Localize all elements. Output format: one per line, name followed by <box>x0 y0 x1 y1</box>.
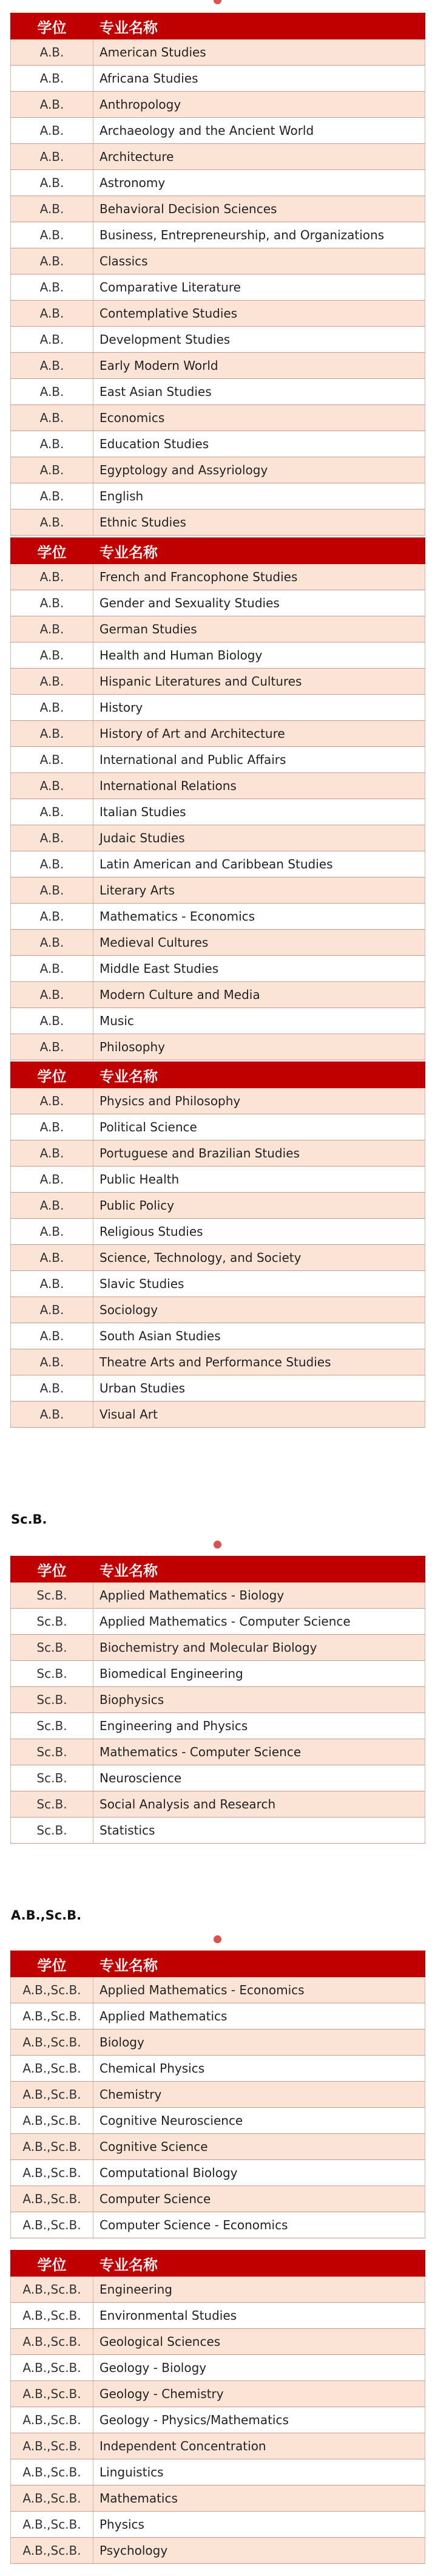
major-name-cell: International and Public Affairs <box>93 747 425 773</box>
table-row <box>11 747 425 773</box>
table-row <box>11 2512 425 2538</box>
major-column-header: 专业名称 <box>93 13 425 39</box>
degree-cell: A.B.,Sc.B. <box>11 2459 93 2486</box>
degree-cell: A.B. <box>11 170 93 196</box>
degree-cell: Sc.B. <box>11 1765 93 1791</box>
table-row <box>11 2381 425 2407</box>
major-name-cell: Theatre Arts and Performance Studies <box>93 1349 425 1375</box>
major-name-cell: Africana Studies <box>93 66 425 92</box>
major-name-cell: Statistics <box>93 1818 425 1844</box>
major-name-cell: American Studies <box>93 39 425 66</box>
table-row <box>11 1713 425 1739</box>
table-row <box>11 2277 425 2303</box>
degree-cell: Sc.B. <box>11 1687 93 1713</box>
degree-column-header: 学位 <box>11 538 93 564</box>
table-row <box>11 590 425 616</box>
major-name-cell: Modern Culture and Media <box>93 982 425 1008</box>
table-row <box>11 930 425 956</box>
degree-cell: A.B. <box>11 457 93 483</box>
major-name-cell: Chemical Physics <box>93 2056 425 2082</box>
degree-cell: A.B. <box>11 825 93 851</box>
table-row <box>11 1375 425 1402</box>
major-name-cell: Computational Biology <box>93 2160 425 2186</box>
degree-cell: A.B. <box>11 1271 93 1297</box>
table-row <box>11 379 425 405</box>
major-name-cell: Judaic Studies <box>93 825 425 851</box>
major-name-cell: Science, Technology, and Society <box>93 1245 425 1271</box>
degree-cell: A.B.,Sc.B. <box>11 2029 93 2056</box>
degree-column-header: 学位 <box>11 1556 93 1583</box>
degree-cell: A.B. <box>11 1140 93 1167</box>
table-row <box>11 483 425 509</box>
major-name-cell: Behavioral Decision Sciences <box>93 196 425 222</box>
major-name-cell: Engineering <box>93 2277 425 2303</box>
table-row <box>11 301 425 327</box>
table-row <box>11 1977 425 2003</box>
major-name-cell: Medieval Cultures <box>93 930 425 956</box>
table-row <box>11 1687 425 1713</box>
table-row <box>11 2459 425 2486</box>
degree-cell: A.B. <box>11 930 93 956</box>
table-row <box>11 405 425 431</box>
major-name-cell: Education Studies <box>93 431 425 457</box>
table-row <box>11 2355 425 2381</box>
degree-cell: A.B. <box>11 196 93 222</box>
degree-cell: A.B. <box>11 222 93 248</box>
degree-cell: A.B. <box>11 904 93 930</box>
major-name-cell: Latin American and Caribbean Studies <box>93 851 425 877</box>
degree-cell: Sc.B. <box>11 1818 93 1844</box>
major-name-cell: Cognitive Neuroscience <box>93 2108 425 2134</box>
table-row <box>11 1609 425 1635</box>
major-column-header: 专业名称 <box>93 1951 425 1977</box>
major-name-cell: Applied Mathematics - Economics <box>93 1977 425 2003</box>
degree-cell: A.B. <box>11 1008 93 1034</box>
major-name-cell: Social Analysis and Research <box>93 1791 425 1818</box>
majors-table-ab-3 <box>10 1061 425 1428</box>
major-column-header: 专业名称 <box>93 2251 425 2277</box>
table-row <box>11 877 425 904</box>
degree-cell: A.B. <box>11 248 93 274</box>
major-name-cell: International Relations <box>93 773 425 799</box>
major-name-cell: Biomedical Engineering <box>93 1661 425 1687</box>
table-row <box>11 1583 425 1609</box>
table-row <box>11 2407 425 2433</box>
major-name-cell: Physics and Philosophy <box>93 1088 425 1114</box>
degree-cell: A.B.,Sc.B. <box>11 2277 93 2303</box>
major-name-cell: Political Science <box>93 1114 425 1140</box>
major-name-cell: Development Studies <box>93 327 425 353</box>
major-name-cell: Applied Mathematics - Biology <box>93 1583 425 1609</box>
major-name-cell: Anthropology <box>93 92 425 118</box>
degree-column-header: 学位 <box>11 13 93 39</box>
degree-cell: A.B. <box>11 431 93 457</box>
table-row <box>11 2029 425 2056</box>
table-row <box>11 274 425 301</box>
major-name-cell: Computer Science <box>93 2186 425 2212</box>
table-row <box>11 1765 425 1791</box>
majors-table-ab-1 <box>10 13 425 536</box>
degree-cell: A.B. <box>11 1088 93 1114</box>
majors-table-ab-2 <box>10 537 425 1060</box>
table-row <box>11 669 425 695</box>
major-name-cell: Philosophy <box>93 1034 425 1060</box>
table-row <box>11 2329 425 2355</box>
degree-cell: A.B. <box>11 1219 93 1245</box>
major-name-cell: Egyptology and Assyriology <box>93 457 425 483</box>
table-row <box>11 431 425 457</box>
table-row <box>11 1245 425 1271</box>
major-name-cell: Geology - Physics/Mathematics <box>93 2407 425 2433</box>
major-name-cell: History <box>93 695 425 721</box>
degree-cell: A.B.,Sc.B. <box>11 2056 93 2082</box>
table-row <box>11 2056 425 2082</box>
degree-cell: A.B. <box>11 1193 93 1219</box>
major-name-cell: Astronomy <box>93 170 425 196</box>
major-name-cell: Biochemistry and Molecular Biology <box>93 1635 425 1661</box>
table-row <box>11 39 425 66</box>
divider-dot <box>214 1935 221 1943</box>
table-row <box>11 1193 425 1219</box>
table-row <box>11 825 425 851</box>
major-name-cell: Comparative Literature <box>93 274 425 301</box>
degree-cell: Sc.B. <box>11 1791 93 1818</box>
major-name-cell: Early Modern World <box>93 353 425 379</box>
degree-cell: A.B. <box>11 773 93 799</box>
table-header-row <box>11 2251 425 2277</box>
major-name-cell: Geological Sciences <box>93 2329 425 2355</box>
major-name-cell: Economics <box>93 405 425 431</box>
table-row <box>11 222 425 248</box>
major-name-cell: Biology <box>93 2029 425 2056</box>
degree-cell: A.B. <box>11 590 93 616</box>
degree-cell: A.B. <box>11 144 93 170</box>
table-row <box>11 66 425 92</box>
table-row <box>11 170 425 196</box>
major-name-cell: Mathematics <box>93 2486 425 2512</box>
degree-cell: A.B.,Sc.B. <box>11 2512 93 2538</box>
degree-cell: A.B. <box>11 642 93 669</box>
major-name-cell: Cognitive Science <box>93 2134 425 2160</box>
majors-table-ab-scb-2 <box>10 2250 425 2564</box>
degree-cell: A.B. <box>11 1245 93 1271</box>
degree-cell: A.B. <box>11 1034 93 1060</box>
table-row <box>11 2212 425 2238</box>
major-name-cell: French and Francophone Studies <box>93 564 425 590</box>
table-row <box>11 2160 425 2186</box>
major-name-cell: Health and Human Biology <box>93 642 425 669</box>
major-name-cell: Urban Studies <box>93 1375 425 1402</box>
major-column-header: 专业名称 <box>93 1062 425 1088</box>
major-name-cell: Business, Entrepreneurship, and Organizations <box>93 222 425 248</box>
section-heading-ab-scb: A.B.,Sc.B. <box>11 1908 82 1923</box>
table-row <box>11 1402 425 1428</box>
major-name-cell: Music <box>93 1008 425 1034</box>
degree-cell: Sc.B. <box>11 1635 93 1661</box>
major-name-cell: Archaeology and the Ancient World <box>93 118 425 144</box>
degree-cell: A.B.,Sc.B. <box>11 2538 93 2564</box>
major-name-cell: Biophysics <box>93 1687 425 1713</box>
degree-cell: A.B. <box>11 1114 93 1140</box>
table-row <box>11 1739 425 1765</box>
major-name-cell: Environmental Studies <box>93 2303 425 2329</box>
table-row <box>11 2003 425 2029</box>
table-header-row <box>11 1556 425 1583</box>
degree-cell: A.B. <box>11 353 93 379</box>
major-name-cell: Visual Art <box>93 1402 425 1428</box>
degree-cell: A.B. <box>11 695 93 721</box>
degree-cell: A.B.,Sc.B. <box>11 1977 93 2003</box>
major-name-cell: Computer Science - Economics <box>93 2212 425 2238</box>
degree-cell: A.B. <box>11 616 93 642</box>
degree-cell: A.B. <box>11 509 93 536</box>
major-name-cell: Architecture <box>93 144 425 170</box>
major-name-cell: English <box>93 483 425 509</box>
degree-cell: Sc.B. <box>11 1583 93 1609</box>
table-row <box>11 1219 425 1245</box>
degree-cell: A.B. <box>11 118 93 144</box>
degree-column-header: 学位 <box>11 2251 93 2277</box>
major-name-cell: Psychology <box>93 2538 425 2564</box>
table-row <box>11 616 425 642</box>
degree-cell: A.B.,Sc.B. <box>11 2407 93 2433</box>
degree-cell: A.B. <box>11 1402 93 1428</box>
table-row <box>11 2082 425 2108</box>
degree-cell: A.B. <box>11 483 93 509</box>
major-name-cell: Sociology <box>93 1297 425 1323</box>
degree-cell: A.B.,Sc.B. <box>11 2160 93 2186</box>
table-row <box>11 799 425 825</box>
degree-cell: A.B.,Sc.B. <box>11 2108 93 2134</box>
table-row <box>11 1088 425 1114</box>
table-row <box>11 564 425 590</box>
major-name-cell: Mathematics - Computer Science <box>93 1739 425 1765</box>
table-row <box>11 1791 425 1818</box>
table-row <box>11 2538 425 2564</box>
major-name-cell: Engineering and Physics <box>93 1713 425 1739</box>
table-row <box>11 118 425 144</box>
table-row <box>11 2433 425 2459</box>
table-row <box>11 2186 425 2212</box>
table-row <box>11 457 425 483</box>
degree-cell: A.B. <box>11 1349 93 1375</box>
table-row <box>11 1349 425 1375</box>
table-row <box>11 92 425 118</box>
table-row <box>11 851 425 877</box>
major-name-cell: Religious Studies <box>93 1219 425 1245</box>
table-row <box>11 2303 425 2329</box>
degree-cell: A.B. <box>11 956 93 982</box>
degree-cell: A.B.,Sc.B. <box>11 2303 93 2329</box>
table-row <box>11 1271 425 1297</box>
table-row <box>11 2108 425 2134</box>
table-row <box>11 695 425 721</box>
table-row <box>11 509 425 536</box>
degree-cell: A.B.,Sc.B. <box>11 2486 93 2512</box>
degree-cell: A.B.,Sc.B. <box>11 2134 93 2160</box>
degree-column-header: 学位 <box>11 1062 93 1088</box>
major-name-cell: Literary Arts <box>93 877 425 904</box>
major-name-cell: Neuroscience <box>93 1765 425 1791</box>
degree-cell: A.B. <box>11 564 93 590</box>
major-name-cell: Classics <box>93 248 425 274</box>
table-row <box>11 904 425 930</box>
degree-cell: A.B. <box>11 39 93 66</box>
major-name-cell: Contemplative Studies <box>93 301 425 327</box>
table-row <box>11 196 425 222</box>
major-name-cell: South Asian Studies <box>93 1323 425 1349</box>
major-name-cell: History of Art and Architecture <box>93 721 425 747</box>
degree-cell: A.B.,Sc.B. <box>11 2329 93 2355</box>
table-row <box>11 1008 425 1034</box>
major-column-header: 专业名称 <box>93 1556 425 1583</box>
divider-dot <box>214 1541 221 1549</box>
table-row <box>11 248 425 274</box>
table-header-row <box>11 538 425 564</box>
table-row <box>11 1661 425 1687</box>
degree-cell: Sc.B. <box>11 1661 93 1687</box>
divider-dot <box>214 0 221 4</box>
table-row <box>11 1297 425 1323</box>
degree-cell: A.B.,Sc.B. <box>11 2186 93 2212</box>
major-name-cell: Chemistry <box>93 2082 425 2108</box>
major-name-cell: East Asian Studies <box>93 379 425 405</box>
table-row <box>11 144 425 170</box>
major-name-cell: Middle East Studies <box>93 956 425 982</box>
table-header-row <box>11 1062 425 1088</box>
major-name-cell: Gender and Sexuality Studies <box>93 590 425 616</box>
degree-cell: A.B. <box>11 877 93 904</box>
major-column-header: 专业名称 <box>93 538 425 564</box>
table-row <box>11 327 425 353</box>
degree-cell: Sc.B. <box>11 1739 93 1765</box>
major-name-cell: Independent Concentration <box>93 2433 425 2459</box>
major-name-cell: Slavic Studies <box>93 1271 425 1297</box>
major-name-cell: Applied Mathematics <box>93 2003 425 2029</box>
degree-cell: A.B.,Sc.B. <box>11 2003 93 2029</box>
degree-column-header: 学位 <box>11 1951 93 1977</box>
table-row <box>11 2486 425 2512</box>
major-name-cell: Public Policy <box>93 1193 425 1219</box>
majors-table-ab-scb-1 <box>10 1951 425 2238</box>
table-row <box>11 1114 425 1140</box>
major-name-cell: German Studies <box>93 616 425 642</box>
degree-cell: A.B.,Sc.B. <box>11 2212 93 2238</box>
major-name-cell: Portuguese and Brazilian Studies <box>93 1140 425 1167</box>
table-row <box>11 956 425 982</box>
major-name-cell: Applied Mathematics - Computer Science <box>93 1609 425 1635</box>
section-heading-scb: Sc.B. <box>11 1512 47 1527</box>
table-row <box>11 982 425 1008</box>
degree-cell: A.B. <box>11 982 93 1008</box>
table-row <box>11 1140 425 1167</box>
degree-cell: A.B. <box>11 274 93 301</box>
degree-cell: A.B. <box>11 379 93 405</box>
table-row <box>11 1034 425 1060</box>
table-row <box>11 1818 425 1844</box>
major-name-cell: Geology - Biology <box>93 2355 425 2381</box>
table-row <box>11 1167 425 1193</box>
degree-cell: A.B. <box>11 405 93 431</box>
major-name-cell: Hispanic Literatures and Cultures <box>93 669 425 695</box>
degree-cell: A.B. <box>11 1323 93 1349</box>
major-name-cell: Linguistics <box>93 2459 425 2486</box>
degree-cell: A.B. <box>11 851 93 877</box>
degree-cell: A.B. <box>11 799 93 825</box>
degree-cell: A.B. <box>11 1167 93 1193</box>
degree-cell: A.B.,Sc.B. <box>11 2381 93 2407</box>
degree-cell: A.B. <box>11 721 93 747</box>
degree-cell: Sc.B. <box>11 1713 93 1739</box>
degree-cell: A.B. <box>11 747 93 773</box>
table-row <box>11 721 425 747</box>
table-row <box>11 642 425 669</box>
table-row <box>11 353 425 379</box>
degree-cell: A.B. <box>11 301 93 327</box>
major-name-cell: Italian Studies <box>93 799 425 825</box>
table-row <box>11 1635 425 1661</box>
degree-cell: Sc.B. <box>11 1609 93 1635</box>
major-name-cell: Physics <box>93 2512 425 2538</box>
degree-cell: A.B.,Sc.B. <box>11 2433 93 2459</box>
degree-cell: A.B. <box>11 1375 93 1402</box>
major-name-cell: Public Health <box>93 1167 425 1193</box>
major-name-cell: Geology - Chemistry <box>93 2381 425 2407</box>
degree-cell: A.B.,Sc.B. <box>11 2355 93 2381</box>
table-row <box>11 2134 425 2160</box>
major-name-cell: Mathematics - Economics <box>93 904 425 930</box>
table-header-row <box>11 13 425 39</box>
table-row <box>11 1323 425 1349</box>
degree-cell: A.B. <box>11 92 93 118</box>
degree-cell: A.B. <box>11 669 93 695</box>
degree-cell: A.B. <box>11 327 93 353</box>
degree-cell: A.B.,Sc.B. <box>11 2082 93 2108</box>
degree-cell: A.B. <box>11 66 93 92</box>
table-row <box>11 773 425 799</box>
degree-cell: A.B. <box>11 1297 93 1323</box>
major-name-cell: Ethnic Studies <box>93 509 425 536</box>
table-header-row <box>11 1951 425 1977</box>
majors-table-scb <box>10 1556 425 1844</box>
